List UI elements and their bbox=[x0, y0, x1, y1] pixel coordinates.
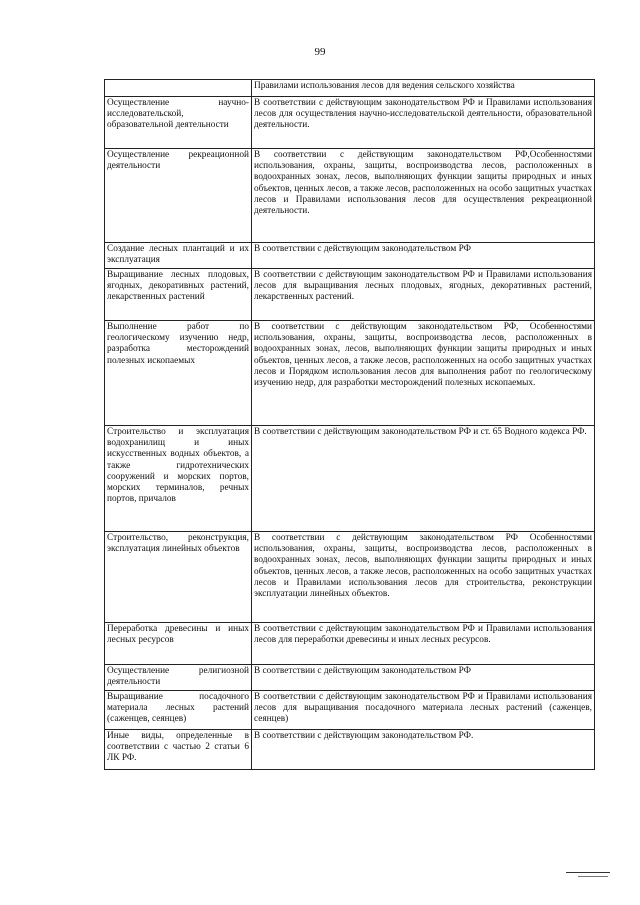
activity-cell: Создание лесных плантаций и их эксплуатация bbox=[105, 243, 252, 269]
activity-cell: Выращивание лесных плодовых, ягодных, декоративных растений, лекарственных растений bbox=[105, 269, 252, 321]
table-row bbox=[105, 730, 595, 770]
activity-cell: Осуществление рекреационной деятельности bbox=[105, 149, 252, 243]
regulation-cell: В соответствии с действующим законодательством РФ и Правилами использования лесов для осуществления научно-исследовательской деятельности, образовательной деятельности. bbox=[252, 97, 595, 149]
table-row bbox=[105, 149, 595, 243]
table-row bbox=[105, 623, 595, 665]
activity-cell: Строительство, реконструкция, эксплуатация линейных объектов bbox=[105, 532, 252, 623]
activity-cell: Осуществление религиозной деятельности bbox=[105, 665, 252, 691]
table-row bbox=[105, 80, 595, 97]
activity-cell: Осуществление научно-исследовательской, образовательной деятельности bbox=[105, 97, 252, 149]
table-row bbox=[105, 665, 595, 691]
regulation-cell: Правилами использования лесов для ведения сельского хозяйства bbox=[252, 80, 595, 97]
forest-use-table bbox=[104, 79, 595, 770]
regulation-cell: В соответствии с действующим законодательством РФ, Особенностями использования, охраны, защиты, воспроизводства лесов, расположенных в водоохранных зонах, лесов, выполняющих функции защиты природных и иных объектов, ценных лесов, а также лесов, расположенных на особо защитных участках лесов и Порядком использования лесов для выполнения работ по геологическому изучению недр, для разработки месторождений полезных ископаемых. bbox=[252, 321, 595, 426]
regulation-cell: В соответствии с действующим законодательством РФ Особенностями использования, охраны, защиты, воспроизводства лесов, расположенных в водоохранных зонах, лесов, выполняющих функции защиты природных и иных объектов, ценных лесов, а также лесов, расположенных на особо защитных участках лесов и Правилами использования лесов для строительства, реконструкции эксплуатации линейных объектов. bbox=[252, 532, 595, 623]
table-row bbox=[105, 691, 595, 730]
regulation-cell: В соответствии с действующим законодательством РФ и Правилами использования лесов для переработки древесины и иных лесных ресурсов. bbox=[252, 623, 595, 665]
regulation-cell: В соответствии с действующим законодательством РФ и Правилами использования лесов для выращивания посадочного материала лесных растений (саженцев, сеянцев) bbox=[252, 691, 595, 730]
activity-cell bbox=[105, 80, 252, 97]
page-number: 99 bbox=[314, 46, 326, 58]
table-row bbox=[105, 426, 595, 532]
regulation-cell: В соответствии с действующим законодательством РФ. bbox=[252, 730, 595, 770]
table-row bbox=[105, 269, 595, 321]
activity-cell: Выполнение работ по геологическому изучению недр, разработка месторождений полезных ископаемых bbox=[105, 321, 252, 426]
activity-cell: Строительство и эксплуатация водохранилищ и иных искусственных водных объектов, а также гидротехнических сооружений и морских портов, морских терминалов, речных портов, причалов bbox=[105, 426, 252, 532]
regulation-cell: В соответствии с действующим законодательством РФ bbox=[252, 243, 595, 269]
table-row bbox=[105, 532, 595, 623]
regulation-cell: В соответствии с действующим законодательством РФ и ст. 65 Водного кодекса РФ. bbox=[252, 426, 595, 532]
scan-mark-line bbox=[578, 876, 608, 877]
regulation-cell: В соответствии с действующим законодательством РФ bbox=[252, 665, 595, 691]
activity-cell: Переработка древесины и иных лесных ресурсов bbox=[105, 623, 252, 665]
scan-mark-line bbox=[566, 872, 610, 873]
table-row bbox=[105, 321, 595, 426]
table-row bbox=[105, 243, 595, 269]
activity-cell: Выращивание посадочного материала лесных растений (саженцев, сеянцев) bbox=[105, 691, 252, 730]
regulation-cell: В соответствии с действующим законодательством РФ и Правилами использования лесов для выращивания лесных плодовых, ягодных, декоративных растений, лекарственных растений. bbox=[252, 269, 595, 321]
activity-cell: Иные виды, определенные в соответствии с частью 2 статьи 6 ЛК РФ. bbox=[105, 730, 252, 770]
regulation-cell: В соответствии с действующим законодательством РФ,Особенностями использования, охраны, защиты, воспроизводства лесов, расположенных в водоохранных зонах, лесов, выполняющих функции защиты природных и иных объектов, ценных лесов, а также лесов, расположенных на особо защитных участках лесов и Правилами использования лесов для осуществления рекреационной деятельности. bbox=[252, 149, 595, 243]
table-row bbox=[105, 97, 595, 149]
